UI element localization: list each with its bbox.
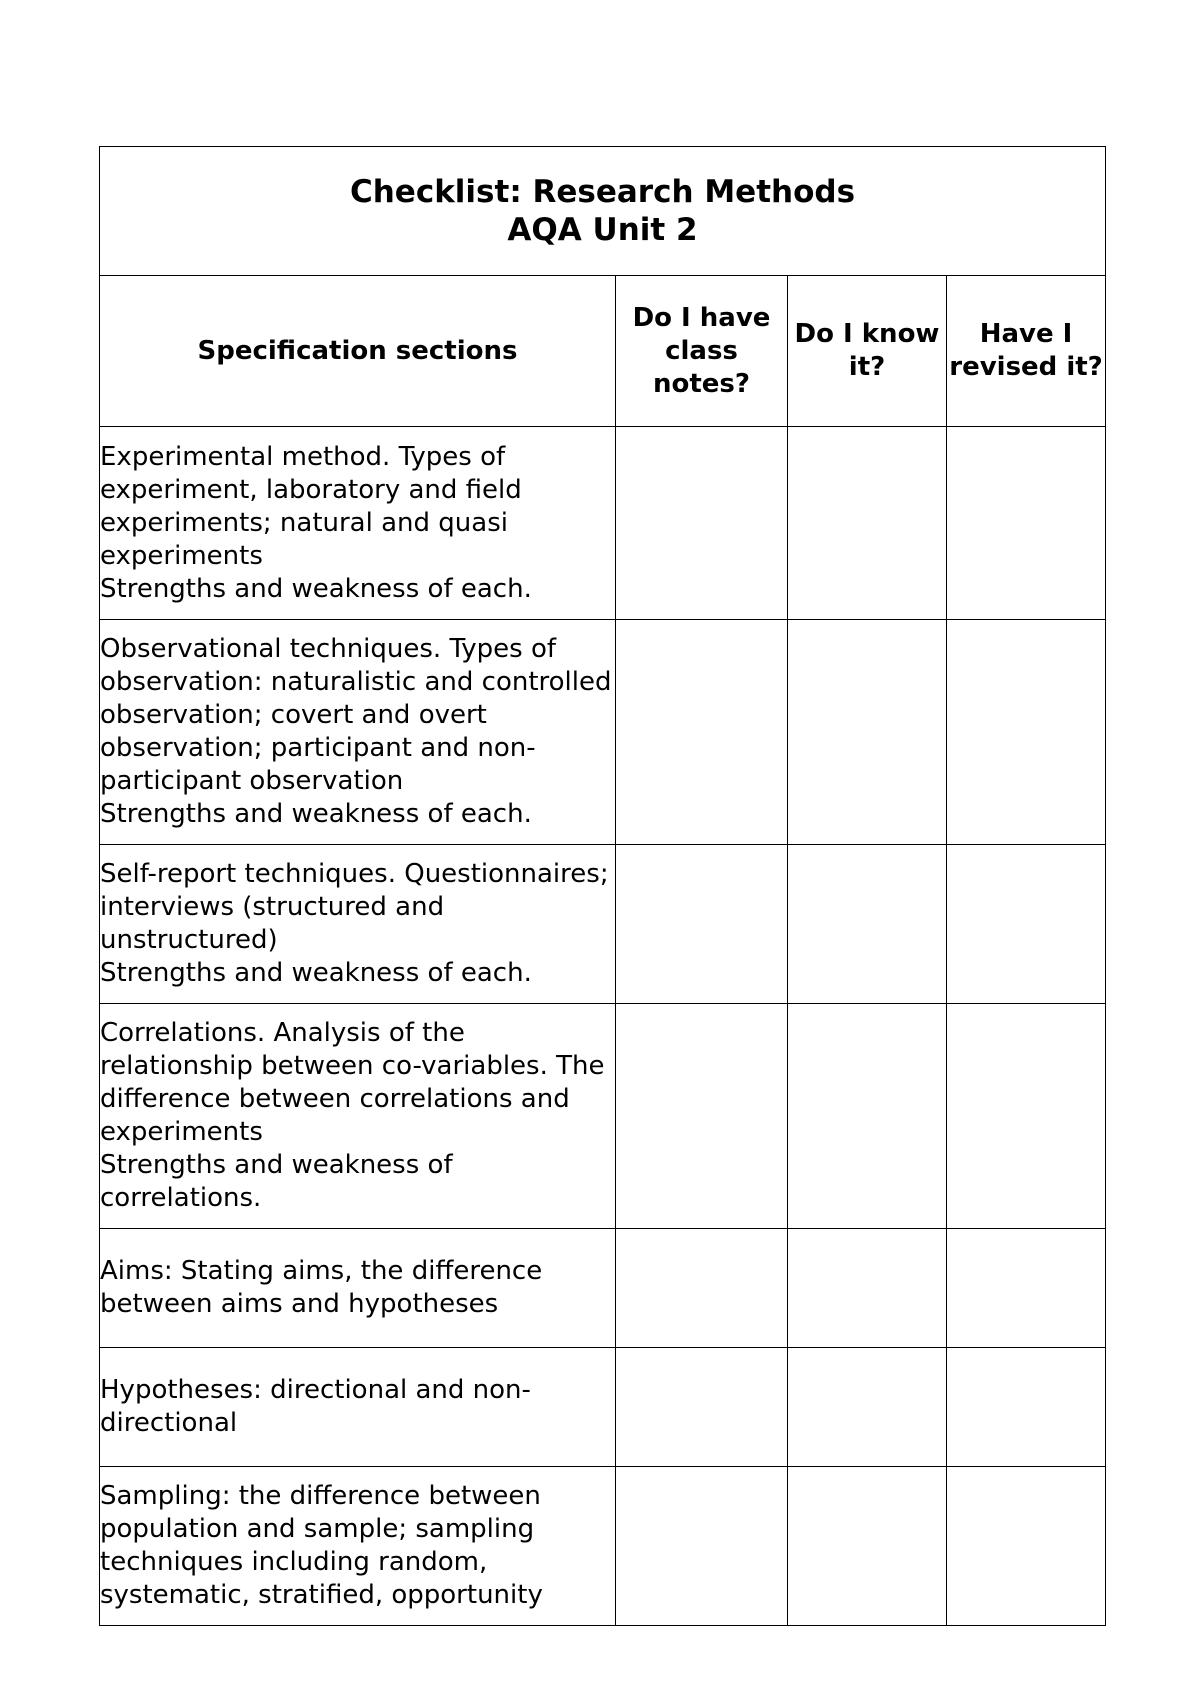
know-it-check-cell[interactable] [788, 1348, 947, 1467]
table-row [100, 1229, 1106, 1348]
know-it-check-cell[interactable] [788, 1004, 947, 1229]
table-row [100, 427, 1106, 620]
spec-section-cell: Correlations. Analysis of the relationship between co-variables. The difference between correlations and experiments Strengths and weakness of correlations. [100, 1004, 616, 1229]
know-it-check-cell[interactable] [788, 1229, 947, 1348]
spec-section-cell: Sampling: the difference between population and sample; sampling techniques including random, systematic, stratified, opportunity [100, 1467, 616, 1626]
revised-it-check-cell[interactable] [947, 620, 1106, 845]
header-class-notes: Do I have class notes? [616, 276, 788, 427]
revised-it-check-cell[interactable] [947, 1348, 1106, 1467]
spec-section-cell: Experimental method. Types of experiment, laboratory and field experiments; natural and quasi experiments Strengths and weakness of each. [100, 427, 616, 620]
revised-it-check-cell[interactable] [947, 845, 1106, 1004]
class-notes-check-cell[interactable] [616, 427, 788, 620]
title-line-2: AQA Unit 2 [507, 212, 698, 248]
table-row [100, 1348, 1106, 1467]
header-specification: Specification sections [100, 276, 616, 427]
know-it-check-cell[interactable] [788, 845, 947, 1004]
title-line-1: Checklist: Research Methods [349, 174, 856, 210]
spec-section-cell: Self-report techniques. Questionnaires; interviews (structured and unstructured) Strengths and weakness of each. [100, 845, 616, 1004]
table-row [100, 1004, 1106, 1229]
know-it-check-cell[interactable] [788, 427, 947, 620]
class-notes-check-cell[interactable] [616, 1229, 788, 1348]
table-row [100, 620, 1106, 845]
revised-it-check-cell[interactable] [947, 1467, 1106, 1626]
class-notes-check-cell[interactable] [616, 1004, 788, 1229]
checklist-table [99, 146, 1106, 1626]
class-notes-check-cell[interactable] [616, 1348, 788, 1467]
know-it-check-cell[interactable] [788, 620, 947, 845]
spec-section-cell: Hypotheses: directional and non-directional [100, 1348, 616, 1467]
revised-it-check-cell[interactable] [947, 1004, 1106, 1229]
header-know-it: Do I know it? [788, 276, 947, 427]
spec-section-cell: Aims: Stating aims, the difference between aims and hypotheses [100, 1229, 616, 1348]
revised-it-check-cell[interactable] [947, 427, 1106, 620]
title-row [100, 147, 1106, 276]
checklist-title [100, 147, 1106, 276]
spec-section-cell: Observational techniques. Types of observation: naturalistic and controlled observation; covert and overt observation; participant and non-participant observation Strengths and weakness of each. [100, 620, 616, 845]
know-it-check-cell[interactable] [788, 1467, 947, 1626]
revised-it-check-cell[interactable] [947, 1229, 1106, 1348]
class-notes-check-cell[interactable] [616, 845, 788, 1004]
class-notes-check-cell[interactable] [616, 620, 788, 845]
table-row [100, 1467, 1106, 1626]
class-notes-check-cell[interactable] [616, 1467, 788, 1626]
table-row [100, 845, 1106, 1004]
header-revised-it: Have I revised it? [947, 276, 1106, 427]
header-row [100, 276, 1106, 427]
